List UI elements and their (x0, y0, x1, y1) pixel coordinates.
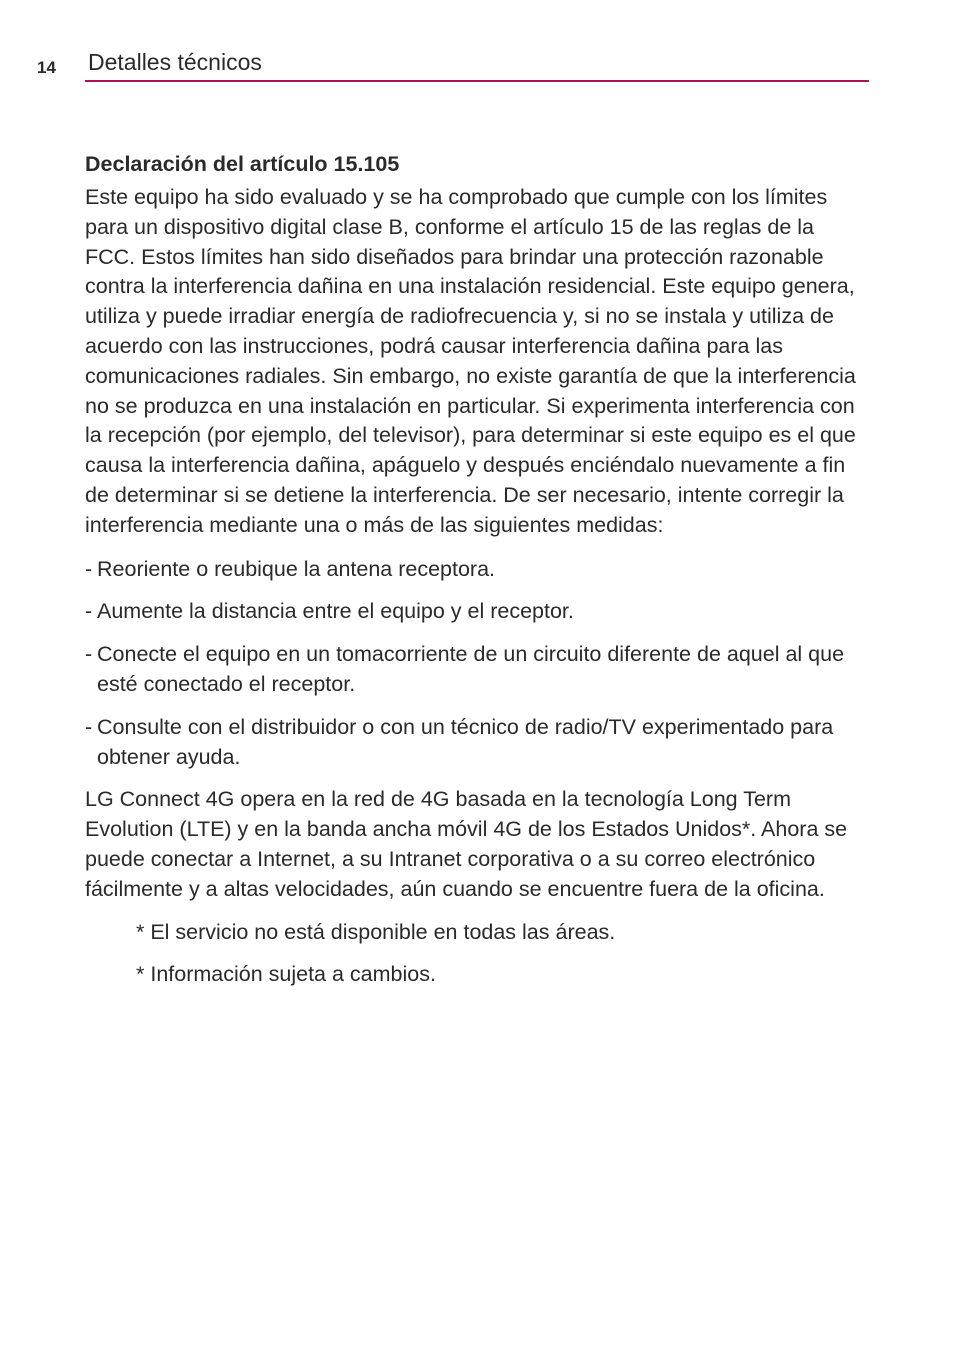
list-item-text: Conecte el equipo en un tomacorriente de un circuito diferente de aquel al que esté conectado el receptor. (97, 642, 845, 696)
list-bullet: - (85, 714, 93, 739)
list-bullet: - (85, 599, 93, 624)
header-rule (85, 80, 869, 82)
intro-paragraph: Este equipo ha sido evaluado y se ha comprobado que cumple con los límites para un dispositivo digital clase B, conforme el artículo 15 de las reglas de la FCC. Estos límites han sido diseñados para brindar una protección razonable contra la interferencia dañina en una instalación residencial. Este equipo genera, utiliza y puede irradiar energía de radiofrecuencia y, si no se instala y utiliza de acuerdo con las instrucciones, podrá causar interferencia dañina para las comunicaciones radiales. Sin embargo, no existe garantía de que la interferencia no se produzca en una instalación en particular. Si experimenta interferencia con la recepción (por ejemplo, del televisor), para determinar si este equipo es el que causa la interferencia dañina, apáguelo y después enciéndalo nuevamente a fin de determinar si se detiene la interferencia. De ser necesario, intente corregir la interferencia mediante una o más de las siguientes medidas: (85, 185, 856, 537)
list-item (85, 713, 869, 773)
list-item (85, 640, 869, 700)
notes-list (136, 918, 869, 991)
lte-paragraph: LG Connect 4G opera en la red de 4G basada en la tecnología Long Term Evolution (LTE) y en la banda ancha móvil 4G de los Estados Unidos*. Ahora se puede conectar a Internet, a su Intranet corporativa o a su correo electrónico fácilmente y a altas velocidades, aún cuando se encuentre fuera de la oficina. (85, 787, 848, 901)
list-item-text: Aumente la distancia entre el equipo y el receptor. (97, 599, 574, 624)
list-item (85, 597, 869, 627)
list-item (85, 555, 869, 585)
note-item: * El servicio no está disponible en todas las áreas. (136, 919, 616, 944)
list-item-text: Reoriente o reubique la antena receptora. (97, 556, 496, 581)
note-item: * Información sujeta a cambios. (136, 962, 436, 987)
section-title: Detalles técnicos (88, 49, 262, 75)
list-bullet: - (85, 642, 93, 667)
page-content (85, 148, 869, 1003)
page-number: 14 (37, 58, 56, 77)
list-item-text: Consulte con el distribuidor o con un técnico de radio/TV experimentado para obtener ayuda. (97, 714, 834, 769)
article-heading: Declaración del artículo 15.105 (85, 152, 400, 176)
measures-list (85, 555, 869, 773)
list-bullet: - (85, 556, 93, 581)
